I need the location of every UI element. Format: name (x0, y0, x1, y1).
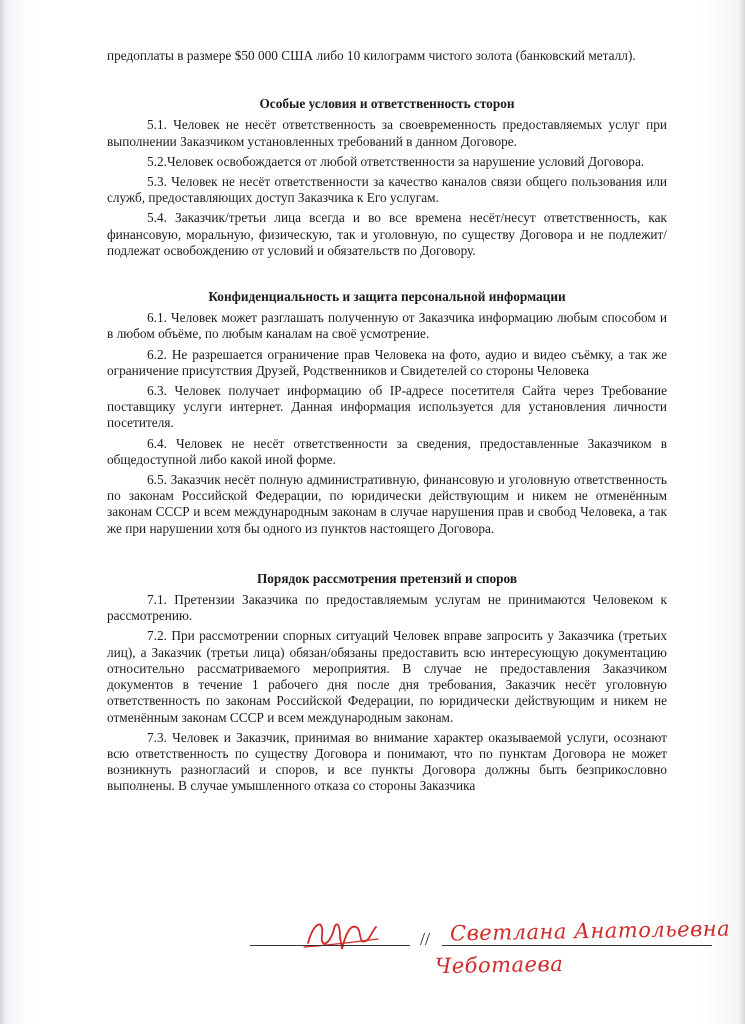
signature-line (250, 945, 410, 946)
paragraph-6-5: 6.5. Заказчик несёт полную административную, финансовую и уголовную ответственность по законам Российской Федерации, по юридически действующим и никем не отменённым законам СССР и всем международным законам в случае нарушения прав и свобод Человека, а так же при нарушении хотя бы одного из пунктов настоящего Договора. (107, 472, 667, 536)
paragraph-5-2: 5.2.Человек освобождается от любой ответственности за нарушение условий Договора. (147, 153, 645, 169)
paragraph-7-3: 7.3. Человек и Заказчик, принимая во внимание характер оказываемой услуги, осознают всю ответственность по существу Договора и понимают, что по пунктам Договора не может возникнуть разногласий и споров, и все пункты Договора должны быть безприкословно выполнены. В случае умышленного отказа со стороны Заказчика (107, 729, 667, 794)
paragraph-5-3: 5.3. Человек не несёт ответственности за качество каналов связи общего пользования или служб, предоставляющих доступ Заказчика к Его услугам. (107, 174, 667, 206)
signature-scribble (300, 915, 380, 955)
handwritten-surname: Чеботаева (434, 951, 564, 979)
section-heading-special-conditions: Особые условия и ответственность сторон (259, 96, 515, 112)
paragraph-5-1: 5.1. Человек не несёт ответственность за своевременность предоставляемых услуг при выполнении Заказчиком установленных требований в данном Договоре. (107, 117, 667, 149)
signature-block (250, 915, 730, 990)
section-heading-claims: Порядок рассмотрения претензий и споров (256, 570, 518, 586)
paragraph-7-1: 7.1. Претензии Заказчика по предоставляемым услугам не принимаются Человеком к рассмотрению. (107, 592, 667, 624)
paragraph-6-2: 6.2. Не разрешается ограничение прав Человека на фото, аудио и видео съёмку, а так же ограничение присутствия Друзей, Родственников и Свидетелей со стороны Человека (107, 346, 667, 378)
handwritten-name: Светлана Анатольевна (449, 916, 731, 946)
paragraph-5-4: 5.4. Заказчик/третьи лица всегда и во все времена несёт/несут ответственность, как финансовую, моральную, физическую, так и уголовную, по существу Договора и не подлежит/подлежат освобождению от условий и обязательств по Договору. (107, 210, 667, 258)
paragraph-6-3: 6.3. Человек получает информацию об IP-адресе посетителя Сайта через Требование поставщику услуги интернет. Данная информация используется для установления личности посетителя. (107, 383, 667, 431)
section-heading-confidentiality: Конфиденциальность и защита персональной информации (208, 289, 566, 305)
signature-separator: // (420, 929, 431, 949)
name-line (442, 945, 712, 946)
scan-edge-left (0, 0, 6, 1024)
paragraph-6-1: 6.1. Человек может разглашать полученную от Заказчика информацию любым способом и в любом объёме, по любым каналам на своё усмотрение. (107, 310, 667, 342)
intro-paragraph: предоплаты в размере $50 000 США либо 10 килограмм чистого золота (банковский металл). (107, 48, 636, 63)
scan-edge-right (739, 0, 745, 1024)
paragraph-6-4: 6.4. Человек не несёт ответственности за сведения, предоставленные Заказчиком в общедоступной либо какой иной форме. (107, 435, 667, 467)
paragraph-7-2: 7.2. При рассмотрении спорных ситуаций Человек вправе запросить у Заказчика (третьих лиц), а Заказчик (третьи лица) обязан/обязаны предоставить всю интересующую документацию относительно рассматриваемого мероприятия. В случае не предоставления Заказчиком документов в течение 1 рабочего дня после дня требования, Заказчик несёт уголовную ответственность по законам Российской Федерации, по юридически действующим и никем не отменённым законам СССР и всем международным законам. (107, 628, 667, 725)
document-body (107, 48, 667, 795)
